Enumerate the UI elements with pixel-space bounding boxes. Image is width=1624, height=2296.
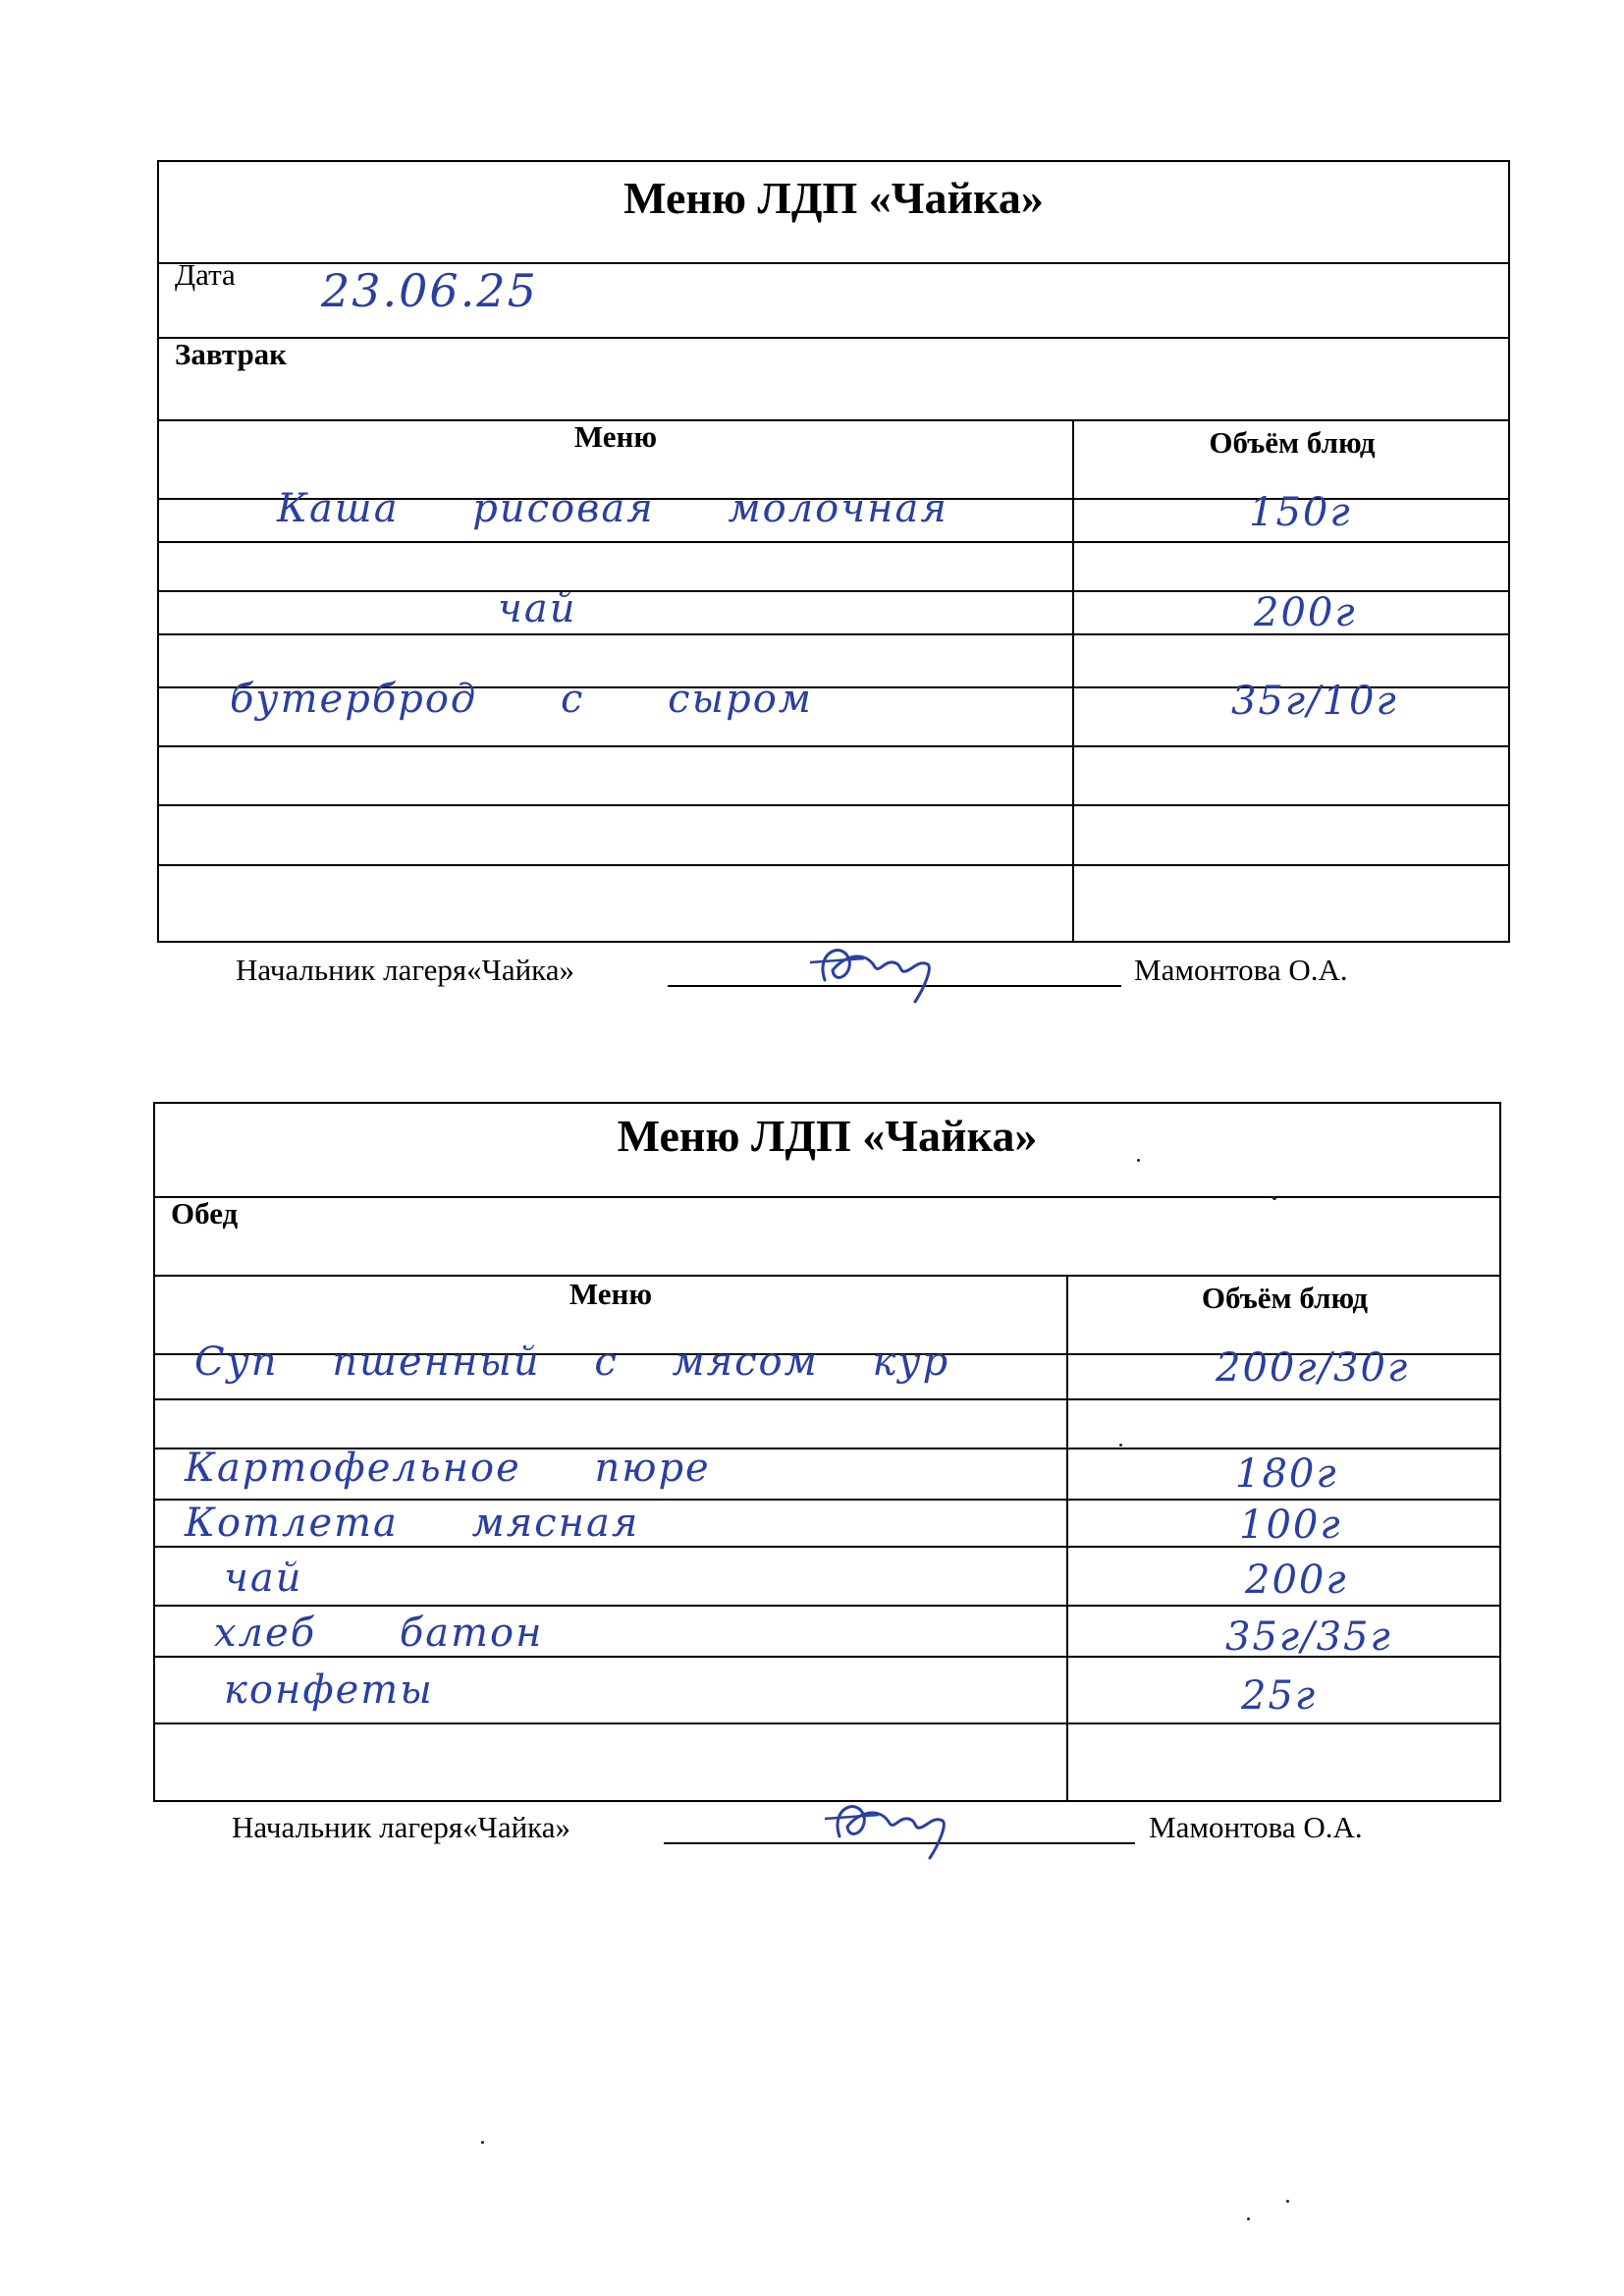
breakfast-signature [805,931,952,1010]
lunch-item-name: конфеты [224,1667,434,1713]
lunch-item-volume: 25г [1241,1673,1318,1719]
lunch-menu-card [153,1102,1501,1802]
lunch-col-menu: Меню [568,1277,653,1311]
lunch-item-name: хлеб батон [214,1611,544,1656]
date-label: Дата [175,257,236,292]
lunch-title: Меню ЛДП «Чайка» [617,1111,1038,1161]
lunch-meal-label: Обед [171,1196,239,1230]
breakfast-signer-name: Мамонтова О.А. [1134,953,1348,987]
lunch-item-volume: 200г [1245,1558,1348,1603]
breakfast-signer-position: Начальник лагеря«Чайка» [236,953,575,987]
lunch-item-volume: 180г [1235,1451,1338,1497]
lunch-signer-name: Мамонтова О.А. [1149,1810,1363,1844]
breakfast-item-volume: 35г/10г [1231,679,1398,724]
breakfast-title: Меню ЛДП «Чайка» [623,173,1044,223]
breakfast-item-volume: 200г [1254,590,1357,635]
date-value: 23.06.25 [321,264,538,317]
lunch-signature [820,1787,967,1866]
lunch-item-volume: 35г/35г [1225,1614,1392,1660]
breakfast-col-menu: Меню [573,419,658,454]
lunch-signer-position: Начальник лагеря«Чайка» [232,1810,571,1844]
lunch-item-name: Картофельное пюре [185,1446,711,1491]
lunch-item-name: Суп пшенный с мясом кур [194,1339,950,1385]
breakfast-menu-card [157,160,1510,943]
breakfast-item-volume: 150г [1249,490,1352,535]
breakfast-item-name: бутерброд с сыром [230,677,813,722]
lunch-item-volume: 100г [1239,1503,1342,1548]
lunch-item-name: Котлета мясная [185,1501,640,1546]
breakfast-meal-label: Завтрак [175,337,288,371]
breakfast-item-name: чай [498,586,577,631]
breakfast-col-volume: Объём блюд [1209,425,1376,460]
lunch-item-volume: 200г/30г [1216,1345,1410,1391]
breakfast-item-name: Каша рисовая молочная [277,486,948,531]
lunch-item-name: чай [224,1556,303,1601]
lunch-col-volume: Объём блюд [1201,1281,1369,1315]
